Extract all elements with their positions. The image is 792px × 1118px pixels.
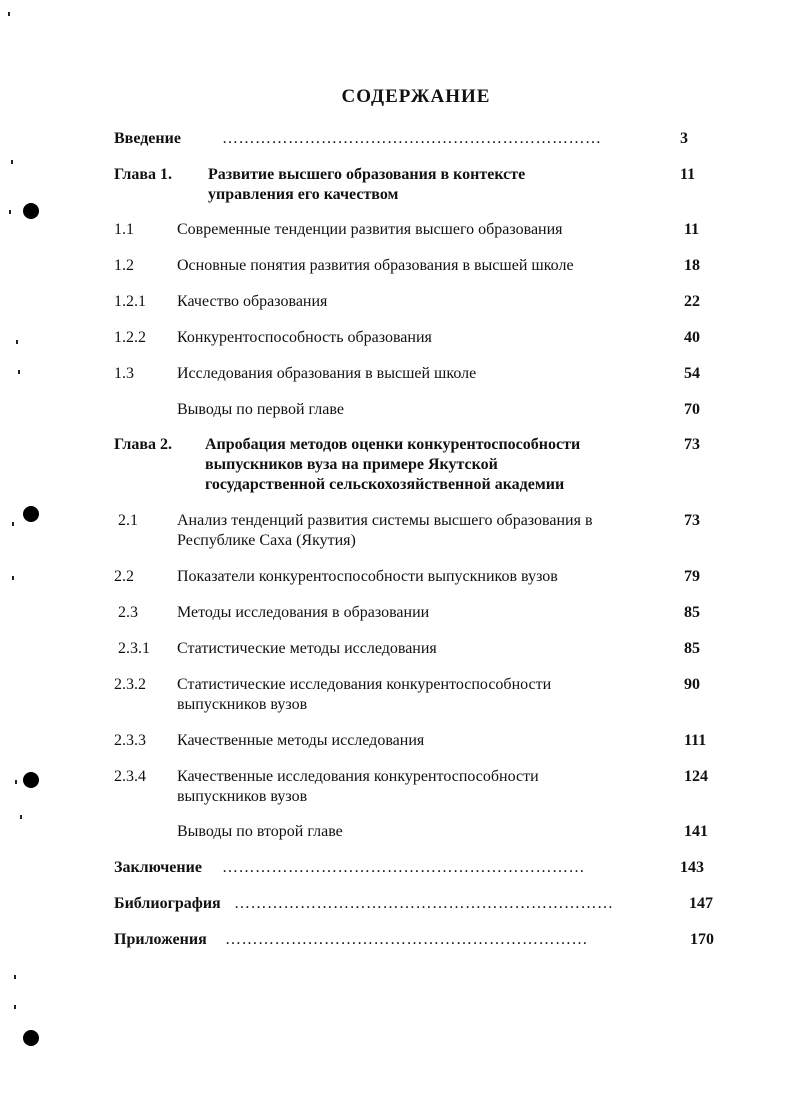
toc-label: Республике Саха (Якутия) (177, 532, 356, 549)
toc-leader: ………………………………………………………… (225, 931, 588, 948)
toc-number: Глава 2. (114, 436, 172, 453)
toc-page: 85 (684, 640, 700, 657)
toc-label: Анализ тенденций развития системы высшего образования в (177, 512, 593, 529)
toc-label: Исследования образования в высшей школе (177, 365, 477, 382)
toc-page: 141 (684, 823, 708, 840)
toc-page: 11 (684, 221, 700, 238)
toc-label: выпускников вуза на примере Якутской (205, 456, 498, 473)
toc-page: 79 (684, 568, 700, 585)
toc-leader: …………………………………………………………… (222, 130, 602, 147)
toc-page: 143 (680, 859, 704, 876)
toc-page: 147 (689, 895, 713, 912)
toc-number: 1.3 (114, 365, 134, 382)
toc-number: 2.3.4 (114, 768, 146, 785)
toc-label: управления его качеством (208, 186, 399, 203)
toc-page: 85 (684, 604, 700, 621)
toc-label: Основные понятия развития образования в высшей школе (177, 257, 574, 274)
toc-label: Статистические методы исследования (177, 640, 437, 657)
page-title: СОДЕРЖАНИЕ (341, 86, 491, 107)
toc-label: Приложения (114, 931, 207, 948)
toc-page: 170 (690, 931, 714, 948)
toc-label: выпускников вузов (177, 788, 308, 805)
toc-page: 3 (680, 130, 688, 147)
toc-number: Глава 1. (114, 166, 172, 183)
toc-number: 1.2 (114, 257, 134, 274)
toc-number: 2.3 (118, 604, 138, 621)
toc-page: 90 (684, 676, 700, 693)
toc-label: Библиография (114, 895, 221, 912)
toc-number: 2.3.3 (114, 732, 146, 749)
toc-page: 111 (684, 732, 707, 749)
toc-label: Выводы по второй главе (177, 823, 343, 840)
toc-leader: …………………………………………………………… (234, 895, 614, 912)
toc-label: Качественные методы исследования (177, 732, 425, 749)
toc-page: 124 (684, 768, 708, 785)
toc-number: 1.1 (114, 221, 134, 238)
toc-page: 73 (684, 512, 700, 529)
toc-number: 1.2.1 (114, 293, 146, 310)
toc-number: 1.2.2 (114, 329, 146, 346)
toc-label: государственной сельскохозяйственной академии (205, 476, 565, 493)
toc-label: выпускников вузов (177, 696, 308, 713)
toc-page: 70 (684, 401, 700, 418)
toc-label: Статистические исследования конкурентоспособности (177, 676, 552, 693)
toc-label: Введение (114, 130, 181, 147)
toc-page: 18 (684, 257, 700, 274)
toc-number: 2.2 (114, 568, 134, 585)
toc-page: 22 (684, 293, 700, 310)
toc-label: Качество образования (177, 293, 328, 310)
toc-leader: ………………………………………………………… (222, 859, 585, 876)
toc-number: 2.3.1 (118, 640, 150, 657)
toc-label: Конкурентоспособность образования (177, 329, 432, 346)
toc-number: 2.1 (118, 512, 138, 529)
toc-label: Современные тенденции развития высшего образования (177, 221, 563, 238)
toc-page: 54 (684, 365, 700, 382)
toc-page: 40 (684, 329, 700, 346)
toc-number: 2.3.2 (114, 676, 146, 693)
toc-label: Заключение (114, 859, 202, 876)
toc-page: 11 (680, 166, 696, 183)
toc-label: Развитие высшего образования в контексте (208, 166, 526, 183)
toc-label: Методы исследования в образовании (177, 604, 430, 621)
toc-label: Показатели конкурентоспособности выпускников вузов (177, 568, 558, 585)
toc-label: Выводы по первой главе (177, 401, 344, 418)
toc-label: Апробация методов оценки конкурентоспособности (205, 436, 581, 453)
toc-label: Качественные исследования конкурентоспособности (177, 768, 539, 785)
toc-page: 73 (684, 436, 700, 453)
